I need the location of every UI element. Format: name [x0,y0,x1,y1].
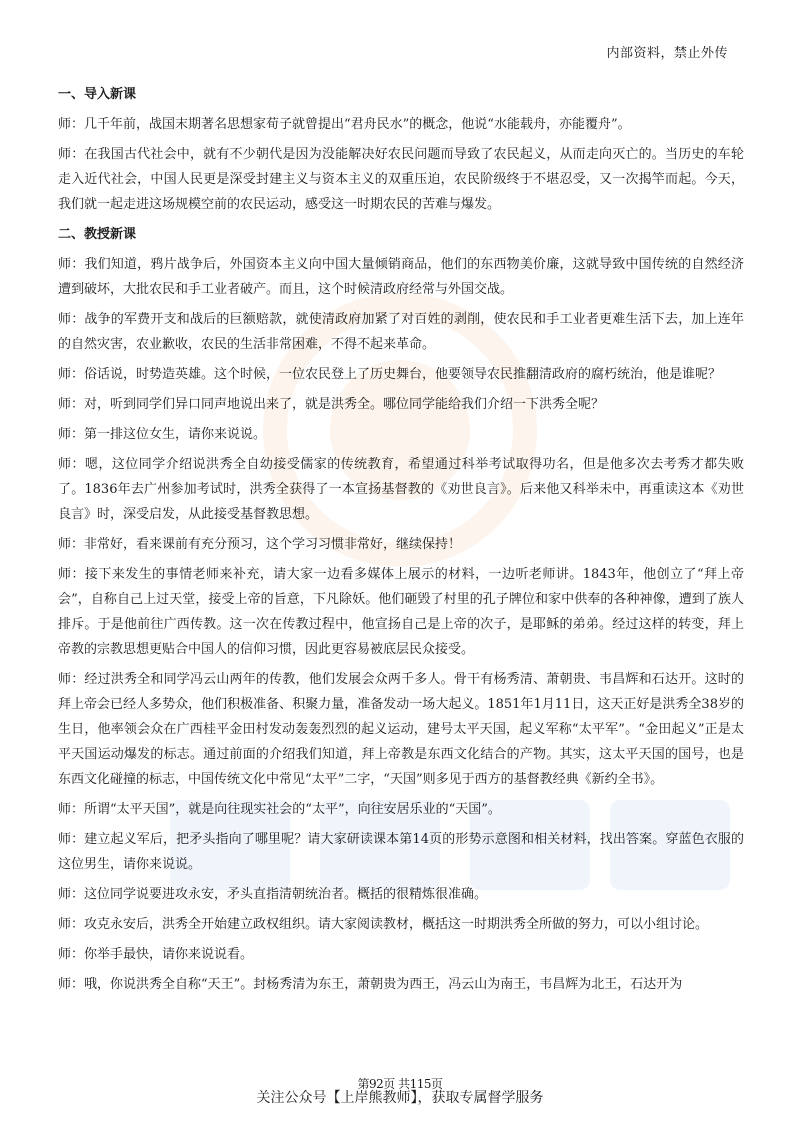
paragraph: 师：第一排这位女生，请你来说说。 [58,427,267,442]
paragraph: 师：俗话说，时势造英雄。这个时候，一位农民登上了历史舞台，他要领导农民推翻清政府的腐朽统治，他是谁呢？ [58,367,722,382]
lesson-content [58,82,744,1002]
paragraph: 师：经过洪秀全和同学冯云山两年的传教，他们发展会众两千多人。骨干有杨秀清、萧朝贵、韦昌辉和石达开。这时的拜上帝会已经人多势众，他们积极准备、积聚力量，准备发动一场大起义。1851年1月11日，这天正好是洪秀全38岁的生日，他率领会众在广西桂平金田村发动轰轰烈烈的起义运动，建号太平天国，起义军称“太平军”。“金田起义”正是太平天国运动爆发的标志。通过前面的介绍我们知道，拜上帝教是东西文化结合的产物。其实，这太平天国的国号，也是东西文化碰撞的标志，中国传统文化中常见“太平”二字，“天国”则多见于西方的基督教经典《新约全书》。 [58,672,744,787]
paragraph: 师：哦，你说洪秀全自称“天王”。封杨秀清为东王，萧朝贵为西王，冯云山为南王，韦昌辉为北王，石达开为 [58,977,683,992]
promo-text: 关注公众号【上岸熊教师】，获取专属督学服务 [256,1090,544,1106]
paragraph: 师：你举手最快，请你来说说看。 [58,947,254,962]
section-title: 二、教授新课 [58,227,137,242]
paragraph: 师：嗯，这位同学介绍说洪秀全自幼接受儒家的传统教育，希望通过科举考试取得功名，但是他多次去考秀才都失败了。1836年去广州参加考试时，洪秀全获得了一本宣扬基督教的《劝世良言》。后来他又科举未中，再重读这本《劝世良言》时，深受启发，从此接受基督教思想。 [58,457,744,522]
page-number: 第92页 共115页 [357,1077,443,1091]
paragraph: 师：我们知道，鸦片战争后，外国资本主义向中国大量倾销商品，他们的东西物美价廉，这就导致中国传统的自然经济遭到破坏，大批农民和手工业者破产。而且，这个时候清政府经常与外国交战。 [58,257,744,297]
paragraph: 师：建立起义军后，把矛头指向了哪里呢？请大家研读课本第14页的形势示意图和相关材料，找出答案。穿蓝色衣服的这位男生，请你来说说。 [58,832,744,872]
paragraph: 师：在我国古代社会中，就有不少朝代是因为没能解决好农民问题而导致了农民起义，从而走向灭亡的。当历史的车轮走入近代社会，中国人民更是深受封建主义与资本主义的双重压迫，农民阶级终于不堪忍受，又一次揭竿而起。今天，我们就一起走进这场规模空前的农民运动，感受这一时期农民的苦难与爆发。 [58,147,744,212]
paragraph: 师：接下来发生的事情老师来补充，请大家一边看多媒体上展示的材料，一边听老师讲。1843年，他创立了“拜上帝会”，自称自己上过天堂，接受上帝的旨意，下凡除妖。他们砸毁了村里的孔子牌位和家中供奉的各种神像，遭到了族人排斥。于是他前往广西传教。这一次在传教过程中，他宣扬自己是上帝的次子，是耶稣的弟弟。经过这样的转变，拜上帝教的宗教思想更贴合中国人的信仰习惯，因此更容易被底层民众接受。 [58,567,744,657]
paragraph: 师：攻克永安后，洪秀全开始建立政权组织。请大家阅读教材，概括这一时期洪秀全所做的努力，可以小组讨论。 [58,917,709,932]
paragraph: 师：非常好，看来课前有充分预习，这个学习习惯非常好，继续保持！ [58,537,462,552]
paragraph: 师：战争的军费开支和战后的巨额赔款，就使清政府加紧了对百姓的剥削，使农民和手工业者更难生活下去，加上连年的自然灾害，农业歉收，农民的生活非常困难，不得不起来革命。 [58,312,744,352]
paragraph: 师：几千年前，战国末期著名思想家荀子就曾提出“君舟民水”的概念，他说“水能载舟，亦能覆舟”。 [58,117,631,132]
paragraph: 师：所谓“太平天国”，就是向往现实社会的“太平”，向往安居乐业的“天国”。 [58,802,501,817]
confidential-note: 内部资料，禁止外传 [606,46,728,61]
paragraph: 师：这位同学说要进攻永安，矛头直指清朝统治者。概括的很精炼很准确。 [58,887,488,902]
paragraph: 师：对，听到同学们异口同声地说出来了，就是洪秀全。哪位同学能给我们介绍一下洪秀全呢？ [58,397,605,412]
section-title: 一、导入新课 [58,87,137,102]
